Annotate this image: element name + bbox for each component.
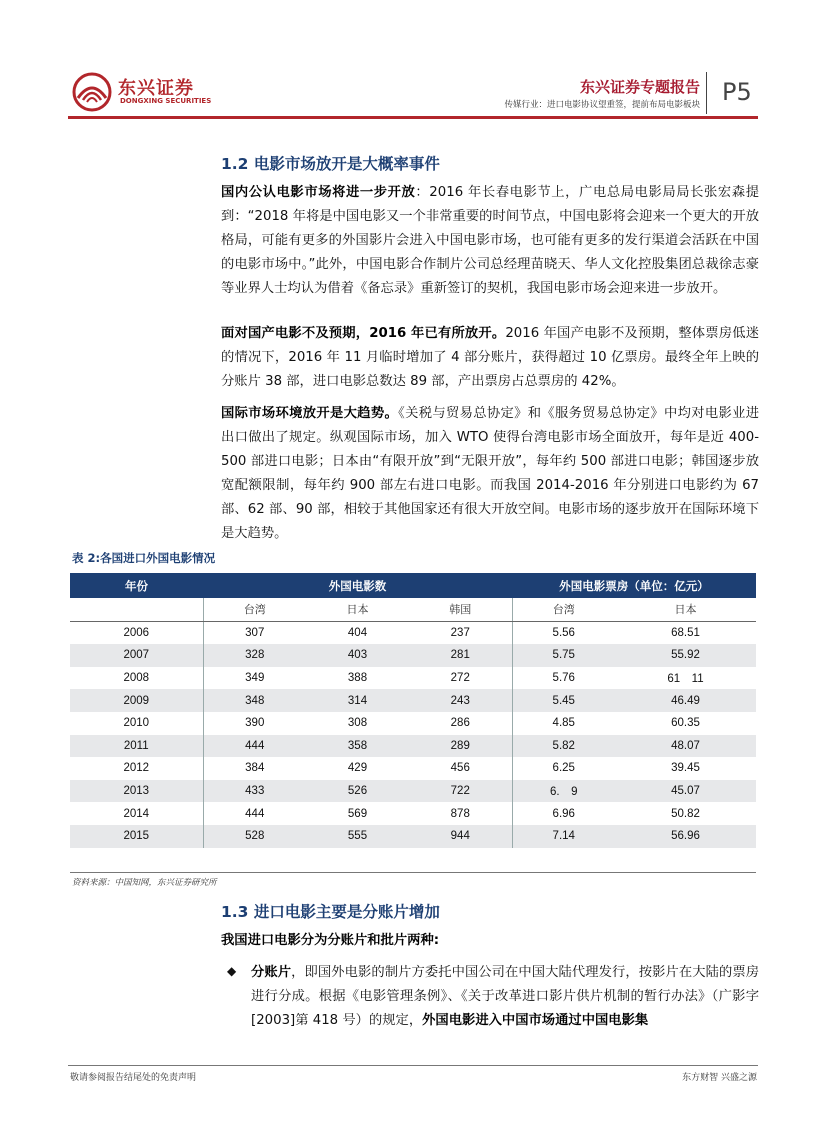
value-cell: 314 <box>306 689 409 712</box>
table-row <box>70 621 756 644</box>
paragraph-2-text: 2016 年国产电影不及预期，整体票房低迷的情况下，2016 年 11 月临时增加了 4 部分账片，获得超过 10 亿票房。最终全年上映的分账片 38 部，进口电影总数达 89 部，产出票房占总票房的 42%。 <box>221 326 759 389</box>
value-cell: 878 <box>409 802 512 825</box>
page-number: P5 <box>722 78 752 106</box>
value-cell: 272 <box>409 667 512 690</box>
value-cell: 348 <box>203 689 306 712</box>
value-cell: 289 <box>409 735 512 758</box>
footer-rule <box>68 1065 758 1066</box>
value-cell: 569 <box>347 807 368 820</box>
subheader-row <box>70 598 756 621</box>
value-cell: 46.49 <box>615 689 756 712</box>
logo-mark-icon <box>70 72 116 112</box>
year-cell: 2009 <box>70 689 203 712</box>
section-1-3-lead-text: 我国进口电影分为分账片和批片两种: <box>221 933 440 948</box>
table-bottom-rule <box>70 872 756 873</box>
year-cell: 2007 <box>70 644 203 667</box>
value-cell: 50.82 <box>671 807 700 820</box>
year-cell: 2012 <box>70 757 203 780</box>
value-cell: 328 <box>203 644 306 667</box>
subheader-cell: 台湾 <box>512 598 615 621</box>
value-cell: 444 <box>245 807 265 820</box>
table-row <box>70 735 756 758</box>
value-cell: 61 11 <box>667 673 704 686</box>
table-row <box>70 825 756 848</box>
value-cell: 7.14 <box>512 825 615 848</box>
year-cell: 2015 <box>70 825 203 848</box>
table-row <box>70 780 756 803</box>
bullet-item-1 <box>251 961 759 1033</box>
value-cell: 433 <box>203 780 306 803</box>
value-cell: 349 <box>245 672 265 685</box>
value-cell: 60.35 <box>671 717 700 730</box>
value-cell: 388 <box>347 672 368 685</box>
value-cell: 384 <box>245 762 265 775</box>
logo-text-cn: 东兴证券 <box>118 78 194 99</box>
header-divider <box>706 72 707 114</box>
value-cell: 555 <box>306 825 409 848</box>
section-1-3-lead <box>221 929 759 953</box>
value-cell: 55.92 <box>615 644 756 667</box>
bullet-item-1-text: ，即国外电影的制片方委托中国公司在中国大陆代理发行，按影片在大陆的票房进行分成。根据《电影管理条例》、《关于改革进口影片供片机制的暂行办法》（广影字[2003]第 418 号）的规定， <box>251 965 760 1028</box>
footer-slogan: 东方财智 兴盛之源 <box>682 1073 757 1083</box>
value-cell: 237 <box>409 621 512 644</box>
paragraph-2 <box>221 322 759 394</box>
year-cell: 2010 <box>70 712 203 735</box>
value-cell: 390 <box>245 717 265 730</box>
header-box-office: 外国电影票房（单位：亿元） <box>512 573 756 598</box>
paragraph-2-lead: 面对国产电影不及预期，2016 年已有所放开。 <box>221 326 506 341</box>
report-subtitle: 传媒行业：进口电影协议望重签，提前布局电影板块 <box>504 100 700 110</box>
value-cell: 528 <box>203 825 306 848</box>
subheader-blank <box>70 598 203 621</box>
value-cell: 5.45 <box>512 689 615 712</box>
table-row <box>70 712 756 735</box>
year-cell: 2014 <box>70 802 203 825</box>
footer-disclaimer: 敬请参阅报告结尾处的免责声明 <box>70 1073 197 1083</box>
paragraph-3 <box>221 402 759 546</box>
year-cell: 2013 <box>70 780 203 803</box>
table-row <box>70 667 756 690</box>
value-cell: 68.51 <box>671 626 700 639</box>
bullet-item-1-bold-tail: 外国电影进入中国市场通过中国电影集 <box>422 1013 649 1028</box>
report-title: 东兴证券专题报告 <box>579 78 700 96</box>
value-cell: 444 <box>203 735 306 758</box>
value-cell: 5.75 <box>512 644 615 667</box>
section-heading-1-3: 1.3 进口电影主要是分账片增加 <box>221 903 440 921</box>
paragraph-1 <box>221 181 759 301</box>
paragraph-3-lead: 国际市场环境放开是大趋势。 <box>221 406 399 421</box>
bullet-item-1-lead: 分账片 <box>251 965 292 980</box>
value-cell: 308 <box>347 717 368 730</box>
value-cell: 243 <box>409 689 512 712</box>
table-row <box>70 644 756 667</box>
section-heading-1-2: 1.2 电影市场放开是大概率事件 <box>221 155 440 173</box>
value-cell: 403 <box>306 644 409 667</box>
value-cell: 6.96 <box>552 807 575 820</box>
year-cell: 2006 <box>70 621 203 644</box>
logo-text-en: DONGXING SECURITIES <box>120 97 212 105</box>
table-row <box>70 802 756 825</box>
value-cell: 48.07 <box>615 735 756 758</box>
table-caption: 表 2:各国进口外国电影情况 <box>72 551 216 565</box>
value-cell: 39.45 <box>671 762 700 775</box>
subheader-cell: 台湾 <box>203 598 306 621</box>
table-row <box>70 757 756 780</box>
value-cell: 944 <box>409 825 512 848</box>
year-cell: 2008 <box>70 667 203 690</box>
value-cell: 4.85 <box>552 717 575 730</box>
value-cell: 526 <box>306 780 409 803</box>
value-cell: 307 <box>245 626 265 639</box>
paragraph-3-text: 《关税与贸易总协定》和《服务贸易总协定》中均对电影业进出口做出了规定。纵观国际市场，加入 WTO 使得台湾电影市场全面放开，每年是近 400-500 部进口电影；日本由“有限开放”到“无限开放”，每年约 500 部进口电影；韩国逐步放宽配额限制，每年约 900 部左右进口电影。而我国 2014-2016 年分别进口电影约为 67 部、62 部、90 部，相较于其他国家还有很大开放空间。电影市场的逐步放开在国际环境下是大趋势。 <box>221 406 760 541</box>
value-cell: 722 <box>409 780 512 803</box>
value-cell: 404 <box>347 626 368 639</box>
value-cell: 429 <box>347 762 368 775</box>
bullet-diamond-icon: ◆ <box>227 964 237 978</box>
subheader-cell: 韩国 <box>409 598 512 621</box>
paragraph-1-text: ：2016 年长春电影节上，广电总局电影局局长张宏森提到：“2018 年将是中国电影又一个非常重要的时间节点，中国电影将会迎来一个更大的开放格局，可能有更多的外国影片会进入中国电影市场，也可能有更多的发行渠道会活跃在中国的电影市场中。”此外，中国电影合作制片公司总经理苗晓天、华人文化控股集团总裁徐志豪等业界人士均认为借着《备忘录》重新签订的契机，我国电影市场会迎来进一步放开。 <box>221 185 759 296</box>
value-cell: 6. 9 <box>512 780 615 803</box>
subheader-cell: 日本 <box>615 598 756 621</box>
table-row <box>70 689 756 712</box>
value-cell: 6.25 <box>552 762 575 775</box>
value-cell: 5.56 <box>552 626 575 639</box>
value-cell: 281 <box>409 644 512 667</box>
value-cell: 5.76 <box>552 672 575 685</box>
header-rule <box>68 116 758 119</box>
value-cell: 56.96 <box>615 825 756 848</box>
subheader-cell: 日本 <box>306 598 409 621</box>
table-source: 资料来源：中国知网，东兴证券研究所 <box>72 878 217 888</box>
value-cell: 286 <box>409 712 512 735</box>
company-logo <box>70 72 210 114</box>
value-cell: 45.07 <box>615 780 756 803</box>
value-cell: 5.82 <box>512 735 615 758</box>
import-films-table <box>70 573 756 848</box>
paragraph-1-lead: 国内公认电影市场将进一步开放 <box>221 185 416 200</box>
year-cell: 2011 <box>70 735 203 758</box>
header-film-count: 外国电影数 <box>203 573 512 598</box>
value-cell: 358 <box>306 735 409 758</box>
value-cell: 456 <box>409 757 512 780</box>
header-year: 年份 <box>70 573 203 598</box>
